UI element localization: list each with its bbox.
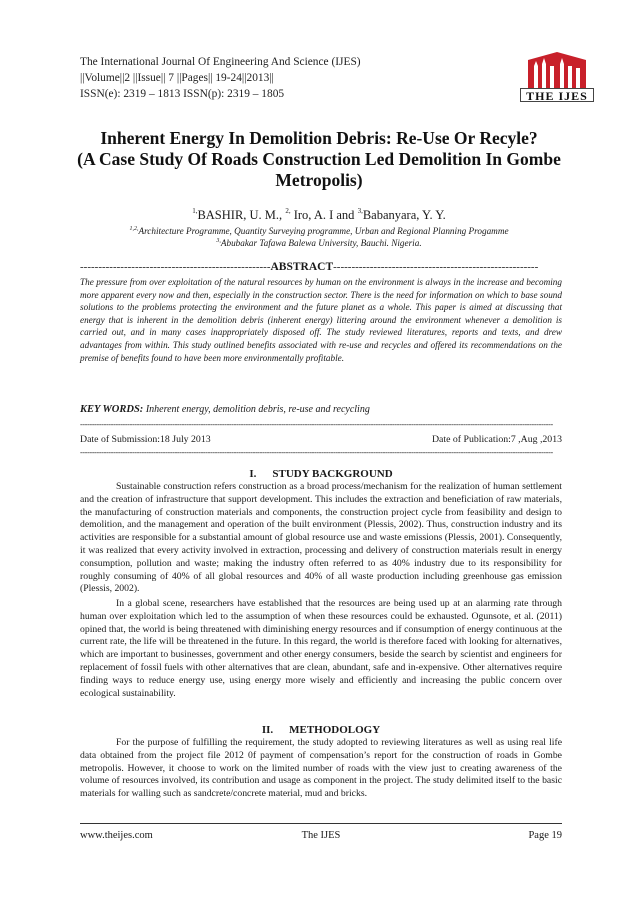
author-2-marker: 2,: [285, 207, 291, 215]
author-3: Babanyara, Y. Y.: [362, 208, 446, 222]
keywords-value: Inherent energy, demolition debris, re-use and recycling: [145, 404, 370, 415]
section-1-heading: [80, 467, 562, 481]
section-2-heading: [80, 723, 562, 737]
divider-bottom: --------------------------------------------------------------------------------------------------------------------------------------------------------------------------------------------------------: [80, 450, 553, 456]
section-1-body: [80, 481, 562, 596]
author-1: BASHIR, U. M.,: [197, 208, 283, 222]
journal-volume-info: ||Volume||2 ||Issue|| 7 ||Pages|| 19-24||2013||: [80, 72, 274, 84]
page-footer: [80, 829, 562, 843]
ijes-logo: [520, 52, 594, 102]
footer-page-number: Page 19: [528, 830, 562, 841]
title-line-1: Inherent Energy In Demolition Debris: Re-Use Or Recyle?: [100, 128, 538, 148]
affiliation-2: [60, 236, 578, 249]
abstract-text: The pressure from over exploitation of the natural resources by human on the environment is always in the increase and becoming more apparent every now and then, especially in the construction sector. There is the need for information on which to base sound solutions to the problems protecting the environment and the future planet as a whole. This paper is aimed at discussing that energy that is inherent in the demolition debris (inherent energy) littering around the environment whenever a demolition is carried out, and in many cases inappropriately disposed off. The study reviewed literatures, reports and texts, and drew advantages from within. This study outlined benefits associated with re-use and recycles and offered its recommendations on the premise of benefits found to have been more environmentally profitable.: [80, 277, 562, 363]
author-3-marker: 3,: [357, 207, 363, 215]
section-2-paragraph-1: For the purpose of fulfilling the requirement, the study adopted to reviewing literatures as well as using real life data obtained from the project file 2012 0f payment of compensation’s report for the construction of roads in Gombe metropolis. However, it choose to work on the limited number of roads with the view just to creating awareness of the volume of resources involved, its contribution and usage as component in the project. The study delimited itself to the basic materials for walling such as sandcrete/concrete material, mud and bricks.: [80, 737, 562, 800]
abstract-heading: ABSTRACT: [270, 261, 334, 273]
section-2-title: METHODOLOGY: [289, 724, 381, 736]
affiliation-2-text: Abubakar Tafawa Balewa University, Bauchi. Nigeria.: [220, 238, 422, 248]
section-1-paragraph-2: In a global scene, researchers have established that the resources are being used up at an alarming rate through human over exploitation which led to the assumption of when these resources could be exhausted. Ogunsote, et al. (2011) opined that, the world is being threatened with diminishing energy resources and if consumption of energy continuous at the current rate, the life will be threatened in the future. In this regard, the world is therefore faced with looking for alternatives, which are important to businesses, government and other energy consumers, beside the search by scientist and engineers for replacement of fossil fuels with other alternatives that are clean, abundant, safe and in-expensive. Other alternatives require finding ways to reduce energy use, using energy more wisely and efficiently and increasing the public concern over ecological sustainability.: [80, 598, 562, 699]
publication-date: Date of Publication:7 ,Aug ,2013: [431, 434, 562, 445]
author-list: [60, 204, 578, 223]
journal-name: The International Journal Of Engineering And Science (IJES): [80, 56, 361, 68]
journal-issn: ISSN(e): 2319 – 1813 ISSN(p): 2319 – 1805: [80, 88, 285, 100]
author-2: Iro, A. I and: [290, 208, 358, 222]
abstract-heading-row: [80, 260, 560, 274]
abstract-left-rule: ----------------------------------------------------: [80, 261, 271, 273]
affiliation-1-text: Architecture Programme, Quantity Surveying programme, Urban and Regional Planning Progamme: [138, 226, 509, 236]
section-1-body-2: [80, 598, 562, 700]
section-1-paragraph-1: Sustainable construction refers construction as a broad process/mechanism for the realization of human settlement and the creation of infrastructure that support development. This includes the extraction and beneficiation of raw materials, the manufacturing of construction materials and components, the construction project cycle from feasibility and design to demolition, and the management and operation of the built environment (Plessis, 2002). Thus, construction industry and its activities are responsible for a substantial amount of global resource use and waste emissions (Plessis, 2001). Consequently, it was realized that every activity involved in extraction, processing and delivery of construction materials result in energy consumption, pollution and waste; making the industry often referred to as 40% industry due to its responsibility for roughly consuming of 40% of all global resources and 40% of all waste production including greenhouse gas emission (Plessis, 2002).: [80, 481, 562, 595]
keywords-label: KEY WORDS:: [80, 404, 144, 415]
footer-journal: The IJES: [301, 830, 341, 841]
ijes-logo-graphic: [520, 52, 594, 90]
date-row: [80, 433, 562, 446]
section-2-number: II.: [261, 724, 274, 736]
section-1-number: I.: [249, 468, 257, 480]
journal-header: [80, 54, 520, 102]
paper-title: [60, 128, 578, 191]
title-line-2: (A Case Study Of Roads Construction Led Demolition In Gombe: [77, 149, 561, 169]
abstract-right-rule: --------------------------------------------------------: [333, 261, 539, 273]
keywords: [80, 404, 562, 416]
affiliation-1-marker: 1,2,: [129, 226, 139, 232]
logo-text: THE IJES: [520, 88, 594, 102]
author-1-marker: 1,: [192, 207, 198, 215]
footer-rule: [80, 823, 562, 824]
submission-date: Date of Submission:18 July 2013: [80, 434, 211, 445]
title-line-3: Metropolis): [275, 170, 363, 190]
affiliation-2-marker: 3,: [216, 238, 221, 244]
section-2-body: [80, 737, 562, 801]
section-1-title: STUDY BACKGROUND: [272, 468, 393, 480]
divider-top: --------------------------------------------------------------------------------------------------------------------------------------------------------------------------------------------------------: [80, 422, 553, 428]
footer-website: www.theijes.com: [80, 830, 153, 841]
